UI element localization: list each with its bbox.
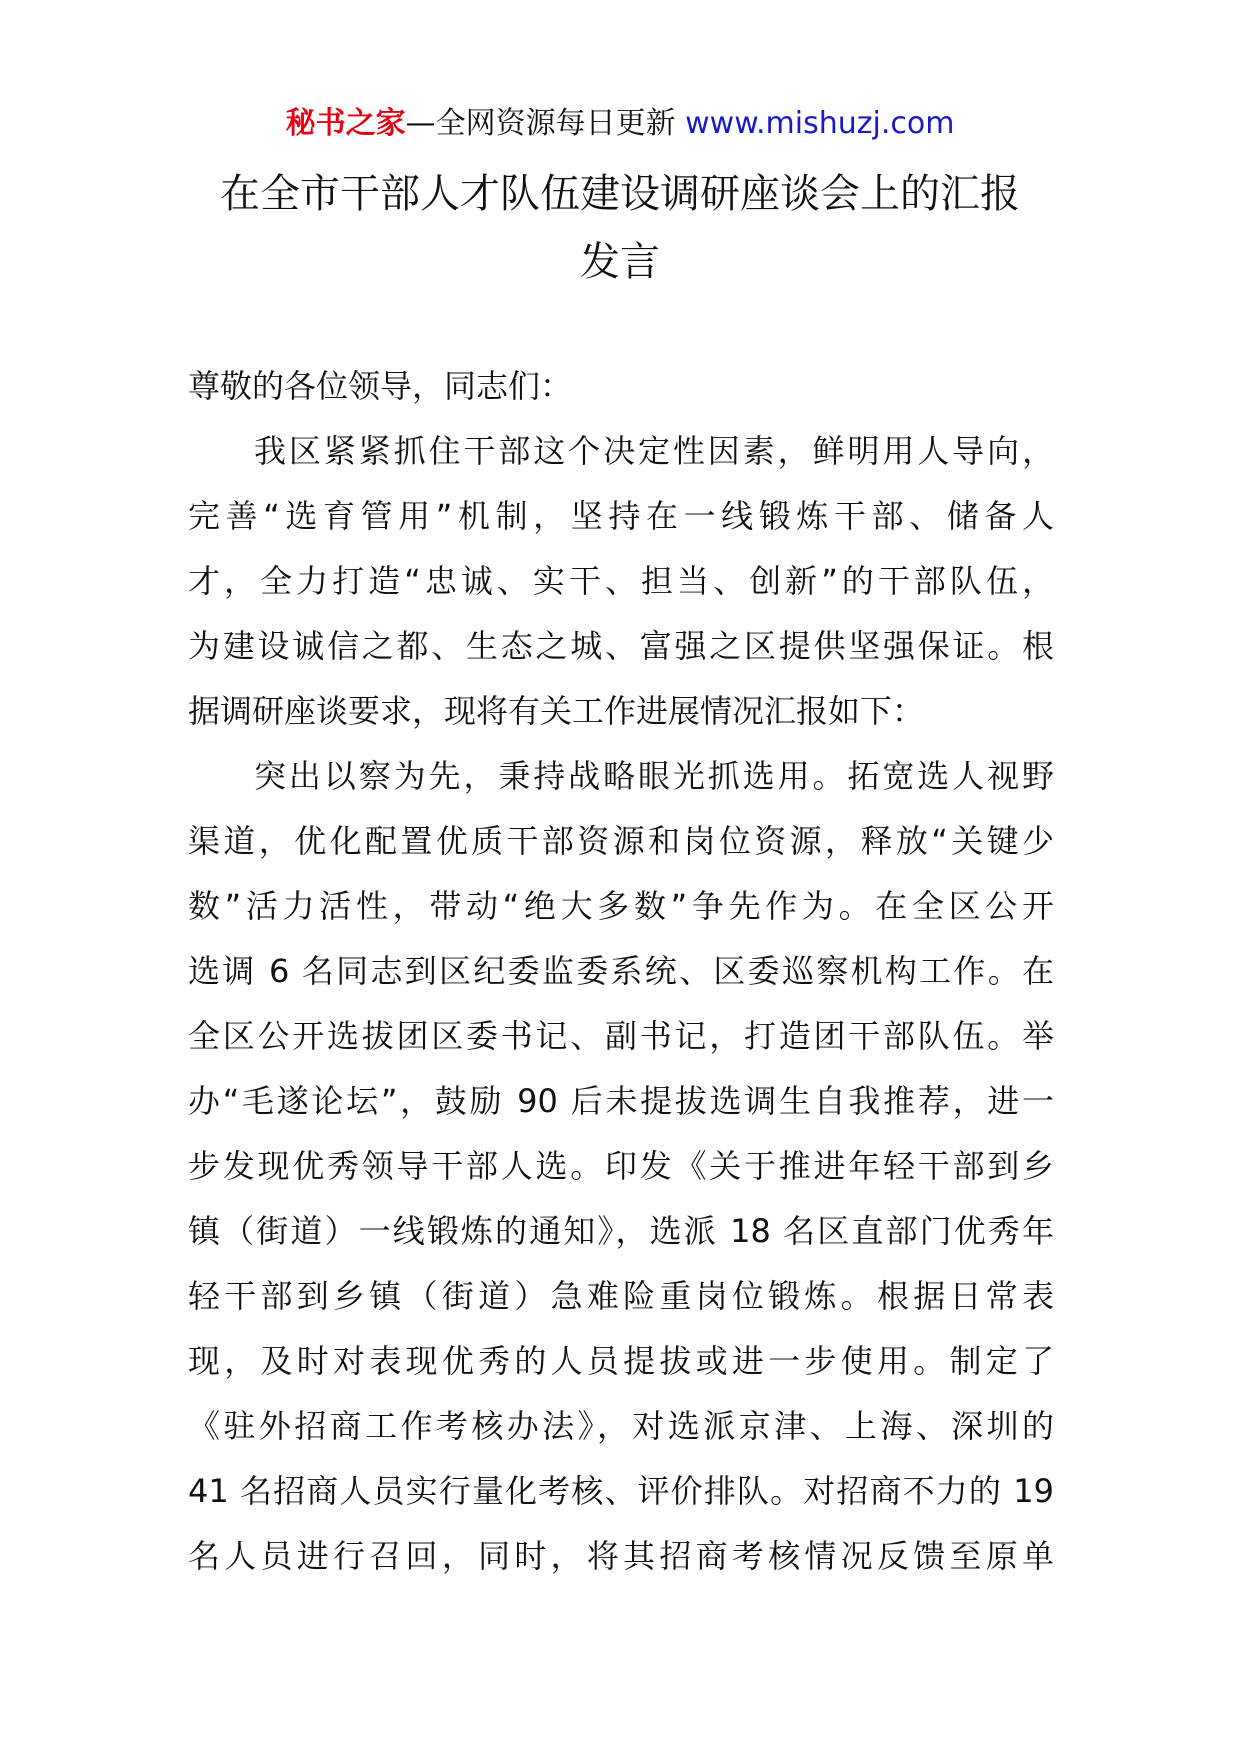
header-tagline: —全网资源每日更新	[405, 106, 686, 141]
paragraph-2-line: 轻干部到乡镇（街道）急难险重岗位锻炼。根据日常表	[188, 1277, 1054, 1315]
brand-name: 秘书之家	[285, 106, 406, 141]
paragraph-2-line: 办“毛遂论坛”，鼓励 90 后未提拔选调生自我推荐，进一	[188, 1082, 1054, 1120]
paragraph-2-line: 《驻外招商工作考核办法》，对选派京津、上海、深圳的	[188, 1407, 1054, 1445]
site-url-link[interactable]: www.mishuzj.com	[685, 106, 955, 141]
document-title	[140, 160, 1100, 296]
paragraph-2-line: 名人员进行召回，同时，将其招商考核情况反馈至原单	[188, 1537, 1054, 1575]
paragraph-2-line: 全区公开选拔团区委书记、副书记，打造团干部队伍。举	[188, 1017, 1054, 1055]
paragraph-1-line: 据调研座谈要求，现将有关工作进展情况汇报如下：	[188, 692, 925, 730]
paragraph-2-line: 选调 6 名同志到区纪委监委系统、区委巡察机构工作。在	[188, 952, 1054, 990]
paragraph-2-line: 数”活力活性，带动“绝大多数”争先作为。在全区公开	[188, 887, 1054, 925]
paragraph-2-line: 41 名招商人员实行量化考核、评价排队。对招商不力的 19	[188, 1472, 1054, 1510]
paragraph-2-line: 步发现优秀领导干部人选。印发《关于推进年轻干部到乡	[188, 1147, 1054, 1185]
paragraph-2-line: 渠道，优化配置优质干部资源和岗位资源，释放“关键少	[188, 822, 1054, 860]
paragraph-2-line: 现，及时对表现优秀的人员提拔或进一步使用。制定了	[188, 1342, 1054, 1380]
paragraph-1-line: 为建设诚信之都、生态之城、富强之区提供坚强保证。根	[188, 627, 1054, 665]
paragraph-1-line: 完善“选育管用”机制，坚持在一线锻炼干部、储备人	[188, 497, 1054, 535]
title-line-2: 发言	[580, 239, 660, 285]
paragraph-2-line: 镇（街道）一线锻炼的通知》，选派 18 名区直部门优秀年	[188, 1212, 1054, 1250]
paragraph-1-line: 才，全力打造“忠诚、实干、担当、创新”的干部队伍，	[188, 562, 1054, 600]
paragraph-2-line: 突出以察为先，秉持战略眼光抓选用。拓宽选人视野	[254, 757, 1054, 795]
title-line-1: 在全市干部人才队伍建设调研座谈会上的汇报	[220, 171, 1020, 217]
site-header	[0, 100, 1240, 148]
document-body	[188, 354, 1054, 1589]
paragraph-1-line: 我区紧紧抓住干部这个决定性因素，鲜明用人导向，	[254, 432, 1054, 470]
salutation: 尊敬的各位领导，同志们：	[188, 367, 573, 405]
